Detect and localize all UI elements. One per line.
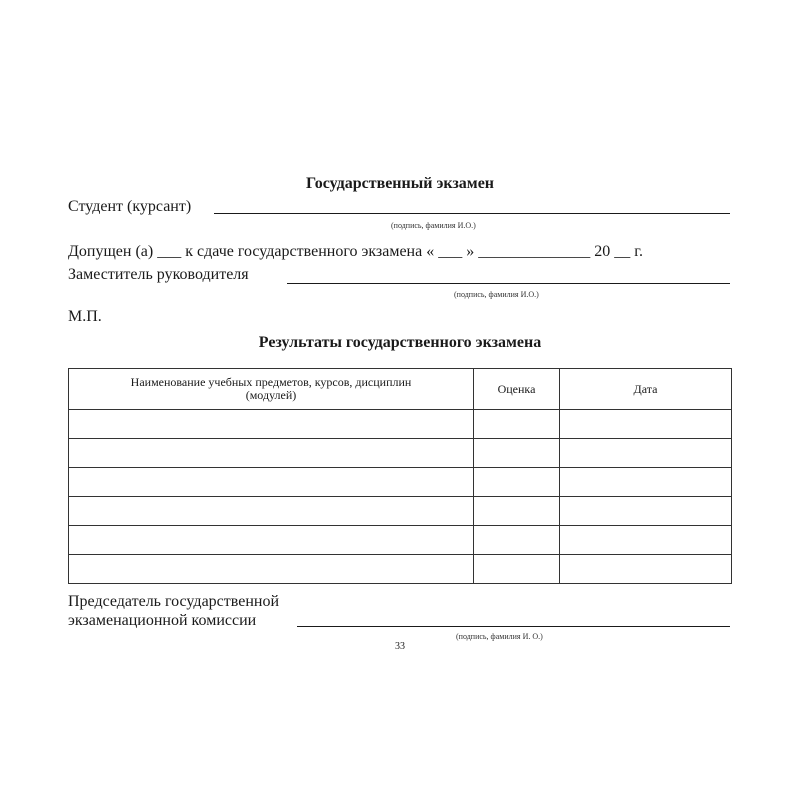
grade-cell	[474, 526, 560, 555]
date-cell	[560, 526, 732, 555]
date-cell	[560, 439, 732, 468]
date-cell	[560, 468, 732, 497]
student-signature-line	[214, 213, 730, 214]
page-number: 33	[395, 641, 405, 652]
grade-cell	[474, 497, 560, 526]
date-cell	[560, 410, 732, 439]
table-row	[69, 410, 732, 439]
admitted-line: Допущен (а) ___ к сдаче государственного экзамена « ___ » ______________ 20 __ г.	[68, 243, 643, 260]
chair-signature-caption: (подпись, фамилия И. О.)	[456, 632, 543, 641]
subject-cell	[69, 468, 474, 497]
grade-cell	[474, 468, 560, 497]
subject-column-header-text: Наименование учебных предметов, курсов, дисциплин (модулей)	[130, 375, 412, 402]
student-label: Студент (курсант)	[68, 198, 192, 215]
subject-cell	[69, 439, 474, 468]
grade-column-header: Оценка	[474, 369, 560, 410]
table-row	[69, 526, 732, 555]
exam-title: Государственный экзамен	[305, 175, 495, 192]
date-column-header: Дата	[560, 369, 732, 410]
deputy-signature-line	[287, 283, 730, 284]
grade-cell	[474, 555, 560, 584]
subject-cell	[69, 555, 474, 584]
chair-label-line2: экзаменационной комиссии	[68, 612, 257, 629]
subject-cell	[69, 526, 474, 555]
results-title: Результаты государственного экзамена	[258, 334, 542, 351]
subject-cell	[69, 410, 474, 439]
table-row	[69, 555, 732, 584]
table-row	[69, 468, 732, 497]
date-cell	[560, 555, 732, 584]
deputy-label: Заместитель руководителя	[68, 266, 249, 283]
stamp-place-label: М.П.	[68, 308, 102, 325]
deputy-signature-caption: (подпись, фамилия И.О.)	[454, 290, 539, 299]
subject-column-header	[69, 369, 474, 410]
subject-cell	[69, 497, 474, 526]
table-row	[69, 439, 732, 468]
date-cell	[560, 497, 732, 526]
grade-cell	[474, 410, 560, 439]
table-header-row	[69, 369, 732, 410]
results-table	[68, 368, 732, 584]
chair-label-line1: Председатель государственной	[68, 593, 280, 610]
chair-label	[68, 592, 279, 630]
table-row	[69, 497, 732, 526]
chair-signature-line	[297, 626, 730, 627]
student-signature-caption: (подпись, фамилия И.О.)	[391, 221, 476, 230]
grade-cell	[474, 439, 560, 468]
